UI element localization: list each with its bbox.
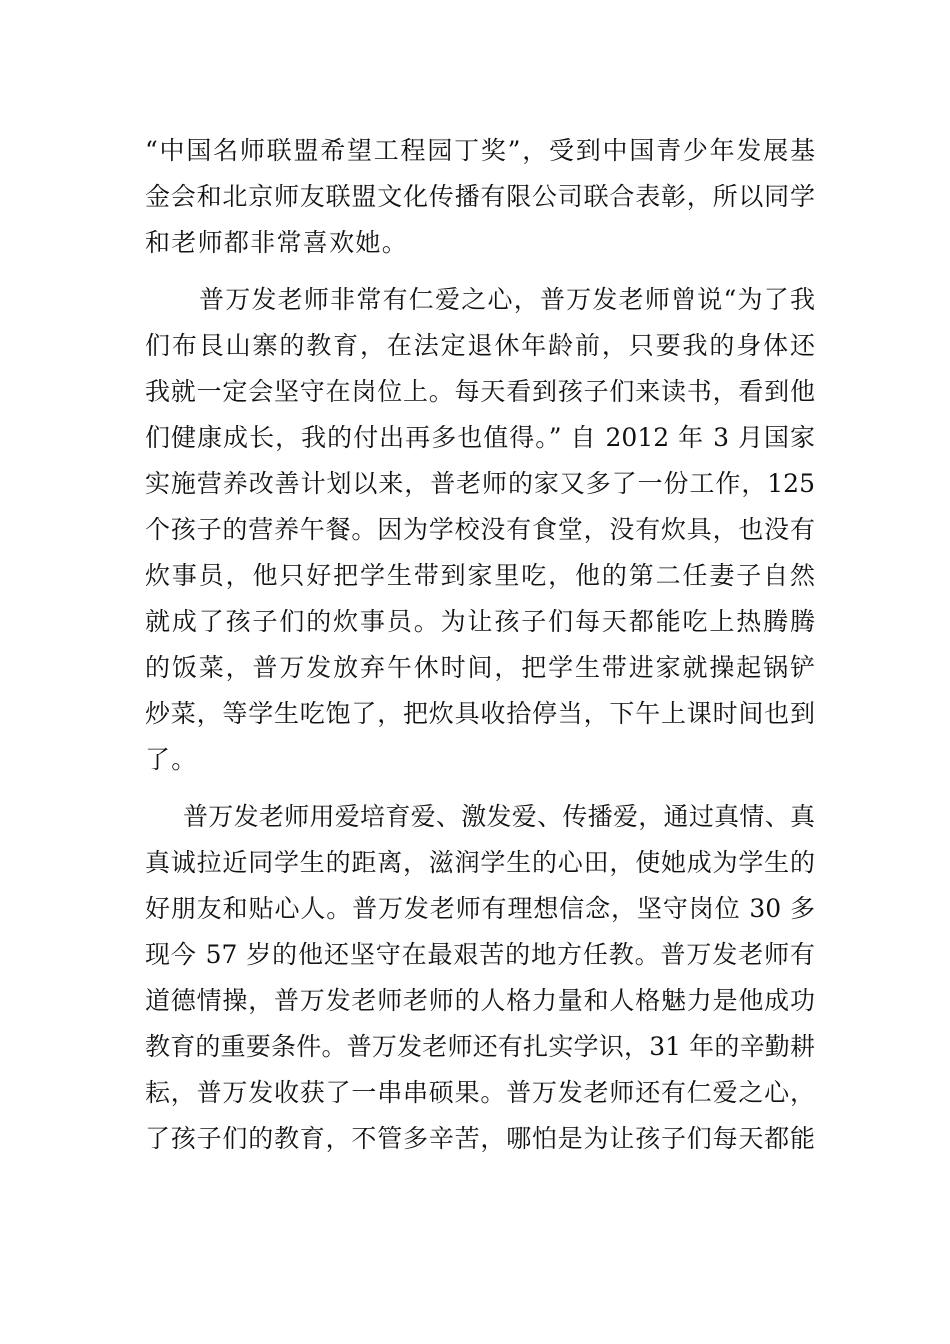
text-line: 就成了孩子们的炊事员。为让孩子们每天都能吃上热腾腾: [145, 607, 815, 636]
text-line: 了孩子们的教育，不管多辛苦，哪怕是为让孩子们每天都能: [145, 1124, 815, 1153]
text-line: 现今 57 岁的他还坚守在最艰苦的地方任教。普万发老师有: [145, 940, 815, 969]
paragraph-1: [145, 128, 815, 266]
text-line: 普万发老师非常有仁爱之心，普万发老师曾说“为了我: [199, 285, 815, 314]
paragraph-3: [145, 794, 815, 1162]
text-line: 了。: [145, 745, 198, 774]
text-line: 耘，普万发收获了一串串硕果。普万发老师还有仁爱之心，: [145, 1078, 815, 1107]
text-line: 道德情操，普万发老师老师的人格力量和人格魅力是他成功: [145, 986, 815, 1015]
text-line: 教育的重要条件。普万发老师还有扎实学识，31 年的辛勤耕: [145, 1032, 815, 1061]
text-line: 和老师都非常喜欢她。: [145, 228, 409, 257]
paragraph-2: [145, 277, 815, 783]
text-line: 的饭菜，普万发放弃午休时间，把学生带进家就操起锅铲: [145, 653, 815, 682]
text-line: 炒菜，等学生吃饱了，把炊具收拾停当，下午上课时间也到: [145, 699, 815, 728]
text-line: 们布艮山寨的教育，在法定退休年龄前，只要我的身体还: [145, 331, 815, 360]
text-line: 普万发老师用爱培育爱、激发爱、传播爱，通过真情、真: [183, 802, 815, 831]
text-line: 金会和北京师友联盟文化传播有限公司联合表彰，所以同学: [145, 182, 815, 211]
text-line: 我就一定会坚守在岗位上。每天看到孩子们来读书，看到他: [145, 377, 815, 406]
text-line: 炊事员，他只好把学生带到家里吃，他的第二任妻子自然: [145, 561, 815, 590]
text-line: 好朋友和贴心人。普万发老师有理想信念，坚守岗位 30 多: [145, 894, 815, 923]
text-line: 个孩子的营养午餐。因为学校没有食堂，没有炊具，也没有: [145, 515, 815, 544]
body-text: [145, 128, 815, 1162]
text-line: “中国名师联盟希望工程园丁奖”，受到中国青少年发展基: [145, 136, 815, 165]
text-line: 们健康成长，我的付出再多也值得。” 自 2012 年 3 月国家: [145, 423, 815, 452]
text-line: 实施营养改善计划以来，普老师的家又多了一份工作，125: [145, 469, 815, 498]
text-line: 真诚拉近同学生的距离，滋润学生的心田，使她成为学生的: [145, 848, 815, 877]
